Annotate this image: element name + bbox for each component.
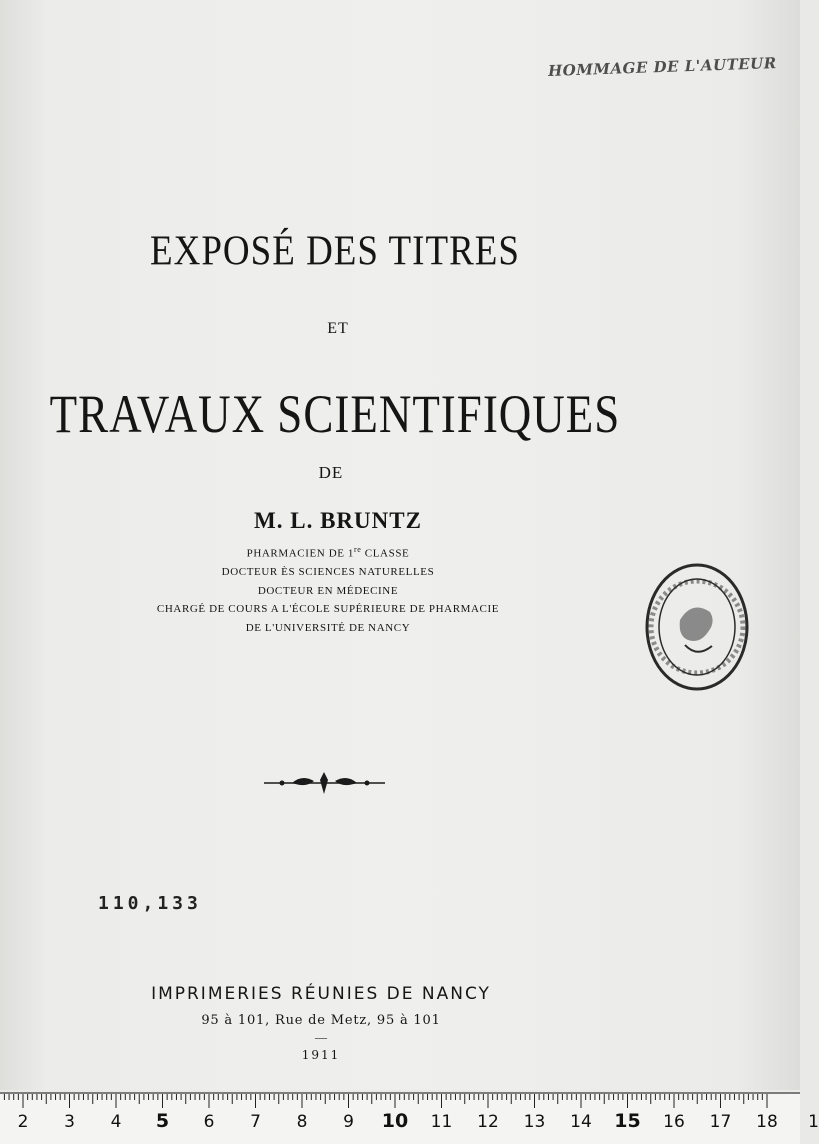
- printer-name: IMPRIMERIES RÉUNIES DE NANCY: [151, 984, 491, 1004]
- ruler-label: 9: [343, 1112, 354, 1132]
- printer-address: 95 à 101, Rue de Metz, 95 à 101: [201, 1013, 441, 1028]
- author-qualifications: [0, 541, 656, 637]
- qualification-line: CHARGÉ DE COURS A L'ÉCOLE SUPÉRIEURE DE PHARMACIE: [156, 603, 500, 616]
- title-preposition: DE: [318, 463, 344, 482]
- qualification-line: PHARMACIEN DE 1re CLASSE: [246, 545, 410, 560]
- measuring-ruler: [0, 1092, 819, 1144]
- ruler-label: 6: [203, 1112, 215, 1132]
- ruler-label: 3: [64, 1112, 75, 1132]
- ruler-label: 11: [430, 1112, 453, 1132]
- ruler-label: 5: [155, 1110, 170, 1132]
- ruler-label: 15: [614, 1110, 641, 1132]
- ruler-label: 14: [570, 1112, 592, 1132]
- decorative-ornament: [262, 768, 387, 798]
- author-tribute-stamp: HOMMAGE DE L'AUTEUR: [547, 54, 777, 80]
- library-seal-stamp: [640, 560, 755, 695]
- title-conjunction: ET: [327, 320, 349, 337]
- ruler-label: 18: [756, 1112, 778, 1132]
- ruler-label: 2: [17, 1112, 29, 1132]
- ruler-label: 1: [808, 1112, 819, 1132]
- ruler-label: 16: [663, 1112, 685, 1132]
- title-line-1: EXPOSÉ DES TITRES: [150, 227, 520, 276]
- ruler-label: 8: [296, 1112, 308, 1132]
- title-line-2: TRAVAUX SCIENTIFIQUES: [49, 384, 621, 444]
- shelf-number: 110,133: [98, 893, 202, 914]
- qualification-line: DOCTEUR EN MÉDECINE: [257, 584, 399, 597]
- ruler-label: 7: [250, 1112, 261, 1132]
- ruler-label: 13: [523, 1112, 546, 1132]
- ruler-label: 12: [477, 1112, 499, 1132]
- separator-dash: —: [315, 1030, 327, 1044]
- publication-year: 1911: [301, 1048, 341, 1062]
- ruler-label: 10: [381, 1110, 409, 1132]
- ruler-labels: [0, 1094, 819, 1144]
- ruler-label: 4: [110, 1112, 122, 1132]
- author-name: M. L. BRUNTZ: [254, 508, 422, 533]
- qualification-line: DE L'UNIVERSITÉ DE NANCY: [245, 621, 411, 634]
- qualification-line: DOCTEUR ÈS SCIENCES NATURELLES: [221, 566, 435, 579]
- ruler-label: 17: [709, 1112, 732, 1132]
